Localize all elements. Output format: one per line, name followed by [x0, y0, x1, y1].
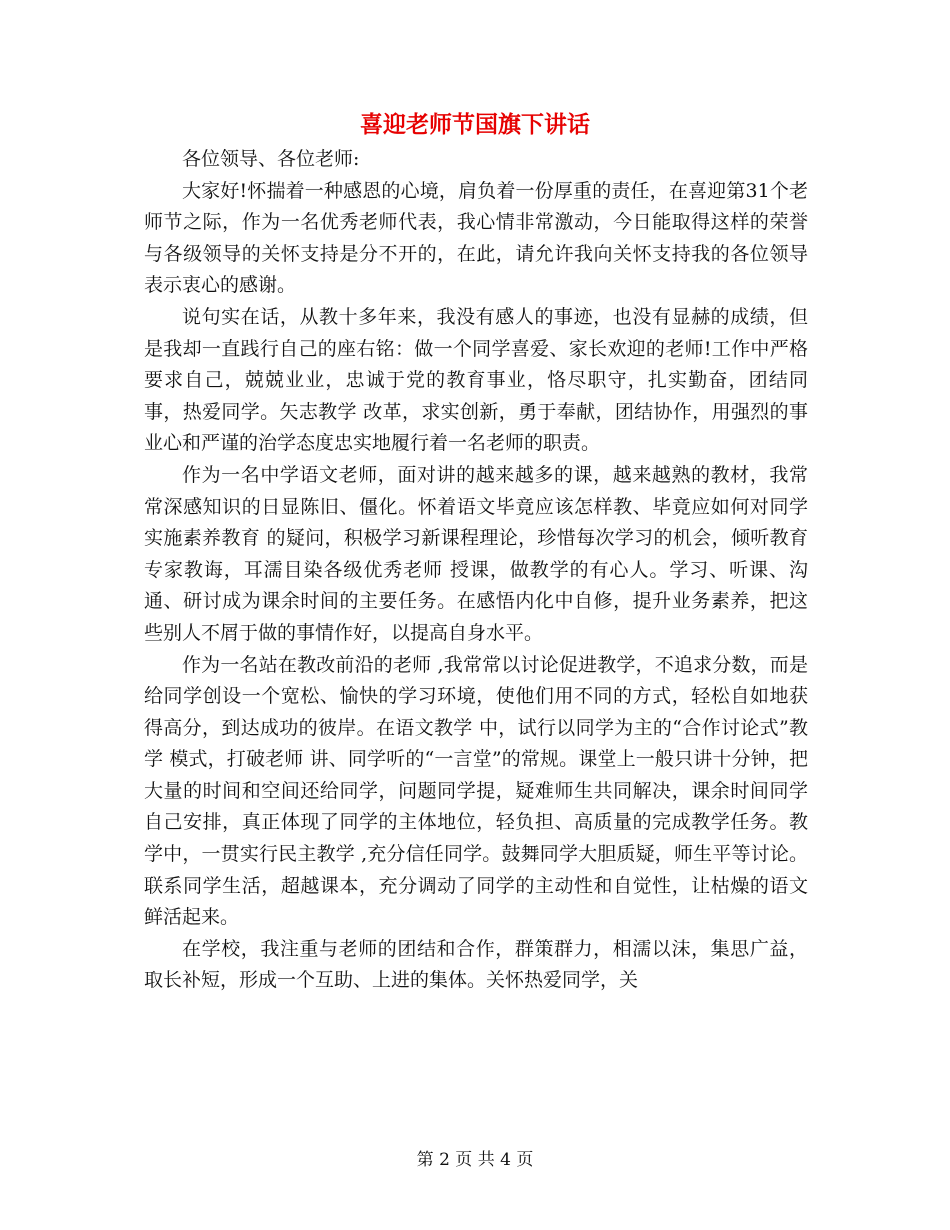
paragraph-5: 在学校，我注重与老师的团结和合作，群策群力，相濡以沫，集思广益，取长补短，形成一个互助、上进的集体。关怀热爱同学，关: [144, 937, 808, 992]
document-body: [144, 144, 808, 997]
paragraph-2: 说句实在话，从教十多年来，我没有感人的事迹，也没有显赫的成绩，但是我却一直践行自己的座右铭：做一个同学喜爱、家长欢迎的老师!工作中严格要求自己，兢兢业业，忠诚于党的教育事业，恪尽职守，扎实勤奋，团结同事，热爱同学。矢志教学 改革，求实创新，勇于奉献，团结协作，用强烈的事业心和严谨的治学态度忠实地履行着一名老师的职责。: [144, 305, 808, 455]
document-title: 喜迎老师节国旗下讲话: [360, 111, 590, 138]
salutation: 各位领导、各位老师:: [182, 148, 360, 170]
page-number: 第 2 页 共 4 页: [416, 1150, 534, 1170]
paragraph-3: 作为一名中学语文老师，面对讲的越来越多的课，越来越熟的教材，我常常深感知识的日显陈旧、僵化。怀着语文毕竟应该怎样教、毕竟应如何对同学实施素养教育 的疑问，积极学习新课程理论，珍惜每次学习的机会，倾听教育 专家教诲，耳濡目染各级优秀老师 授课，做教学的有心人。学习、听课、沟通、研讨成为课余时间的主要任务。在感悟内化中自修，提升业务素养，把这些别人不屑于做的事情作好，以提高自身水平。: [144, 463, 808, 644]
paragraph-4: 作为一名站在教改前沿的老师 ,我常常以讨论促进教学，不追求分数，而是给同学创设一个宽松、愉快的学习环境，使他们用不同的方式，轻松自如地获得高分，到达成功的彼岸。在语文教学 中，试行以同学为主的“合作讨论式”教学 模式，打破老师 讲、同学听的“一言堂”的常规。课堂上一般只讲十分钟，把大量的时间和空间还给同学，问题同学提，疑难师生共同解决，课余时间同学自己安排，真正体现了同学的主体地位，轻负担、高质量的完成教学任务。教学中，一贯实行民主教学 ,充分信任同学。鼓舞同学大胆质疑，师生平等讨论。联系同学生活，超越课本，充分调动了同学的主动性和自觉性，让枯燥的语文鲜活起来。: [144, 653, 808, 929]
paragraph-1: 大家好!怀揣着一种感恩的心境，肩负着一份厚重的责任，在喜迎第31个老师节之际，作为一名优秀老师代表，我心情非常激动，今日能取得这样的荣誉与各级领导的关怀支持是分不开的，在此，请允许我向关怀支持我的各位领导表示衷心的感谢。: [144, 179, 808, 297]
